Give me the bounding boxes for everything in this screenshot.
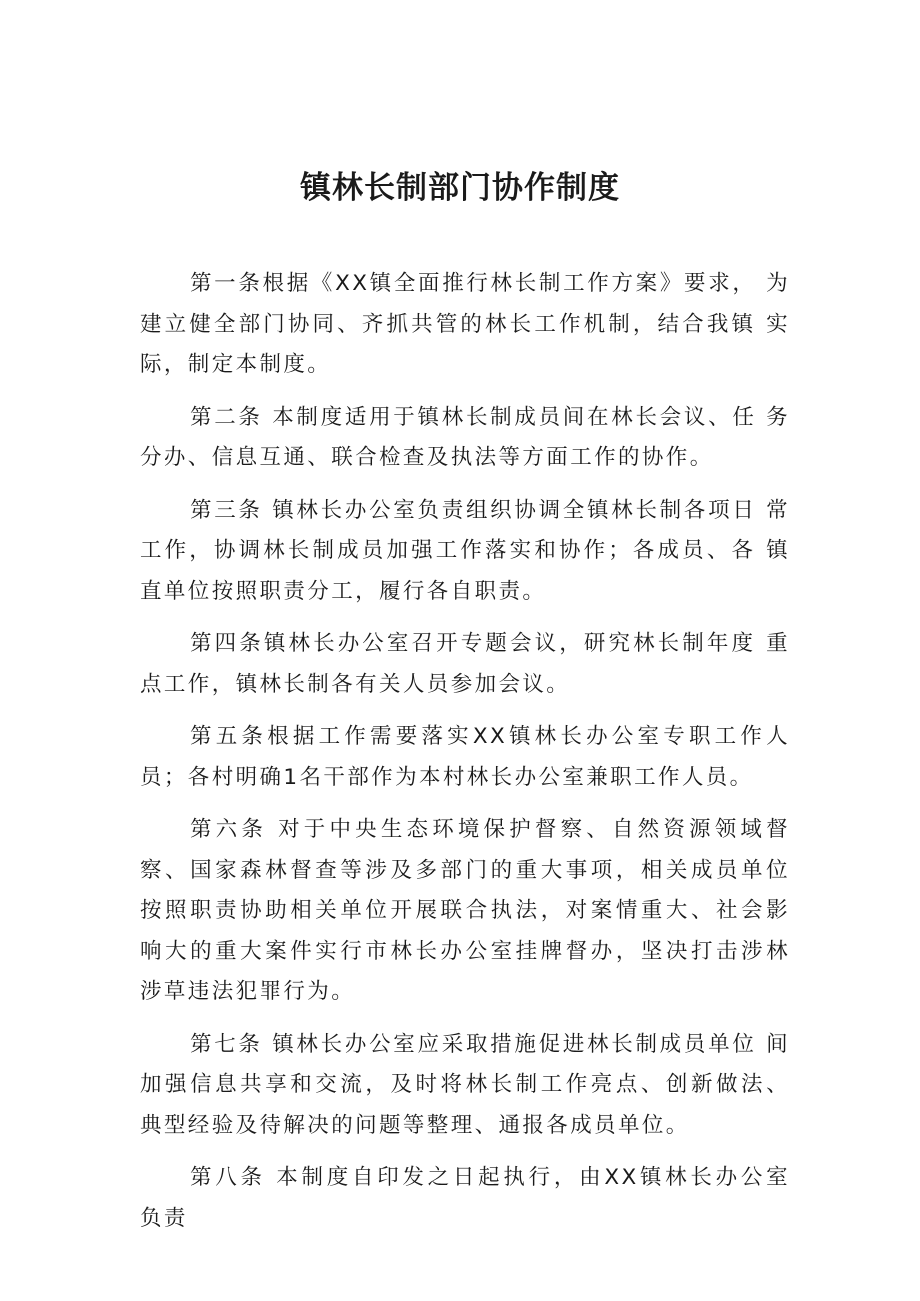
article-4-paragraph: 第四条镇林长办公室召开专题会议，研究林长制年度 重点工作，镇林长制各有关人员参加会议。 [140,631,790,697]
document-body [140,264,790,1239]
article-1-paragraph: 第一条根据《XX镇全面推行林长制工作方案》要求， 为建立健全部门协同、齐抓共管的林长工作机制，结合我镇 实际，制定本制度。 [140,271,790,377]
article-3-paragraph: 第三条 镇林长办公室负责组织协调全镇林长制各项日 常工作，协调林长制成员加强工作落实和协作；各成员、各 镇直单位按照职责分工，履行各自职责。 [140,497,790,604]
article-7-paragraph: 第七条 镇林长办公室应采取措施促进林长制成员单位 间加强信息共享和交流，及时将林长制工作亮点、创新做法、 典型经验及待解决的问题等整理、通报各成员单位。 [140,1031,790,1138]
article-6-paragraph: 第六条 对于中央生态环境保护督察、自然资源领域督 察、国家森林督查等涉及多部门的重大事项，相关成员单位 按照职责协助相关单位开展联合执法，对案情重大、社会影 响大的重大案件实行市林长办公室挂牌督办，坚决打击涉林 涉草违法犯罪行为。 [140,817,790,1004]
article-8-paragraph: 第八条 本制度自印发之日起执行，由XX镇林长办公室 负责 [140,1165,790,1231]
article-5-paragraph: 第五条根据工作需要落实XX镇林长办公室专职工作人 员；各村明确1名干部作为本村林长办公室兼职工作人员。 [140,724,790,790]
document-title: 镇林长制部门协作制度 [300,170,620,206]
article-2-paragraph: 第二条 本制度适用于镇林长制成员间在林长会议、任 务分办、信息互通、联合检查及执法等方面工作的协作。 [140,404,790,470]
